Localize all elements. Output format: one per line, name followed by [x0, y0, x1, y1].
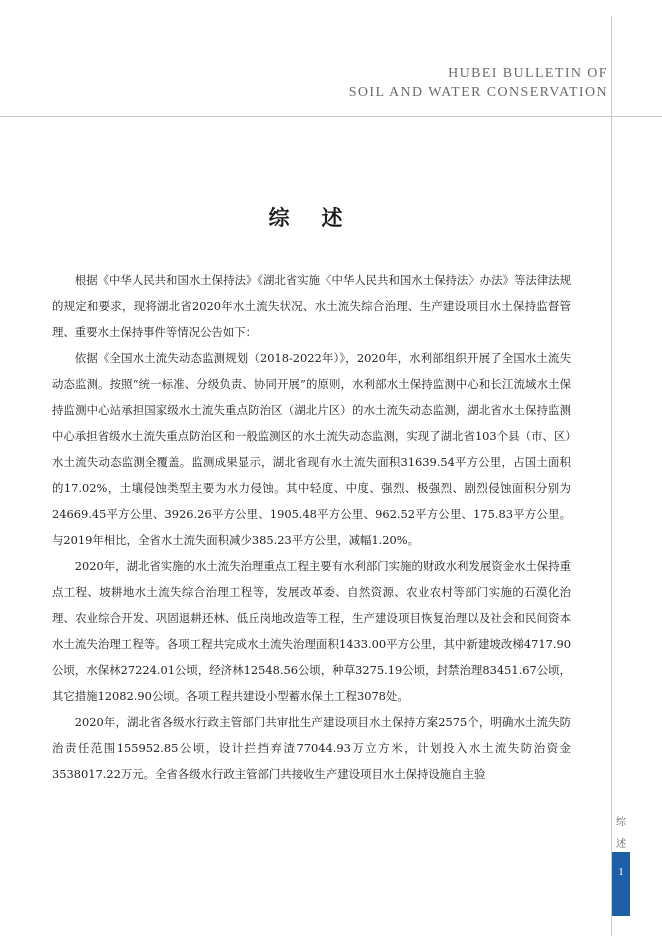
header-line-1: HUBEI BULLETIN OF — [448, 66, 608, 81]
page-number: 1 — [618, 866, 624, 878]
page-number-badge — [612, 852, 630, 916]
body-text — [52, 267, 571, 787]
paragraph: 2020年，湖北省各级水行政主管部门共审批生产建设项目水土保持方案2575个，明确水土流失防治责任范围155952.85公顷，设计拦挡弃渣77044.93万立方米，计划投入水土流失防治资金3538017.22万元。全省各级水行政主管部门共接收生产建设项目水土保持设施自主验 — [52, 715, 571, 781]
paragraph: 根据《中华人民共和国水土保持法》《湖北省实施〈中华人民共和国水土保持法〉办法》等法律法规的规定和要求，现将湖北省2020年水土流失状况、水土流失综合治理、生产建设项目水土保持监督管理、重要水土保持事件等情况公告如下： — [52, 273, 571, 339]
margin-vertical-rule — [611, 16, 612, 936]
header-line-2: SOIL AND WATER CONSERVATION — [348, 85, 608, 100]
side-tab-char: 述 — [616, 839, 626, 850]
section-side-tab — [612, 812, 630, 856]
paragraph: 2020年，湖北省实施的水土流失治理重点工程主要有水利部门实施的财政水利发展资金水土保持重点工程、坡耕地水土流失综合治理工程等，发展改革委、自然资源、农业农村等部门实施的石漠化治理、农业综合开发、巩固退耕还林、低丘岗地改造等工程，生产建设项目恢复治理以及社会和民间资本水土流失治理工程等。各项工程共完成水土流失治理面积1433.00平方公里，其中新建坡改梯4717.90公顷，水保林27224.01公顷，经济林12548.56公顷，种草3275.19公顷，封禁治理83451.67公顷，其它措施12082.90公顷。各项工程共建设小型蓄水保土工程3078处。 — [52, 559, 571, 703]
side-tab-char: 综 — [616, 817, 626, 828]
paragraph: 依据《全国水土流失动态监测规划（2018-2022年）》，2020年，水利部组织开展了全国水土流失动态监测。按照“统一标准、分级负责、协同开展”的原则，水利部水土保持监测中心和长江流域水土保持监测中心站承担国家级水土流失重点防治区（湖北片区）的水土流失动态监测，湖北省水土保持监测中心承担省级水土流失重点防治区和一般监测区的水土流失动态监测，实现了湖北省103个县（市、区）水土流失动态监测全覆盖。监测成果显示，湖北省现有水土流失面积31639.54平方公里，占国土面积的17.02%，土壤侵蚀类型主要为水力侵蚀。其中轻度、中度、强烈、极强烈、剧烈侵蚀面积分别为24669.45平方公里、3926.26平方公里、1905.48平方公里、962.52平方公里、175.83平方公里。与2019年相比，全省水土流失面积减少385.23平方公里，减幅1.20%。 — [52, 351, 571, 547]
header-horizontal-rule — [0, 116, 662, 117]
page-title: 综述 — [268, 206, 375, 230]
running-header — [349, 64, 608, 102]
